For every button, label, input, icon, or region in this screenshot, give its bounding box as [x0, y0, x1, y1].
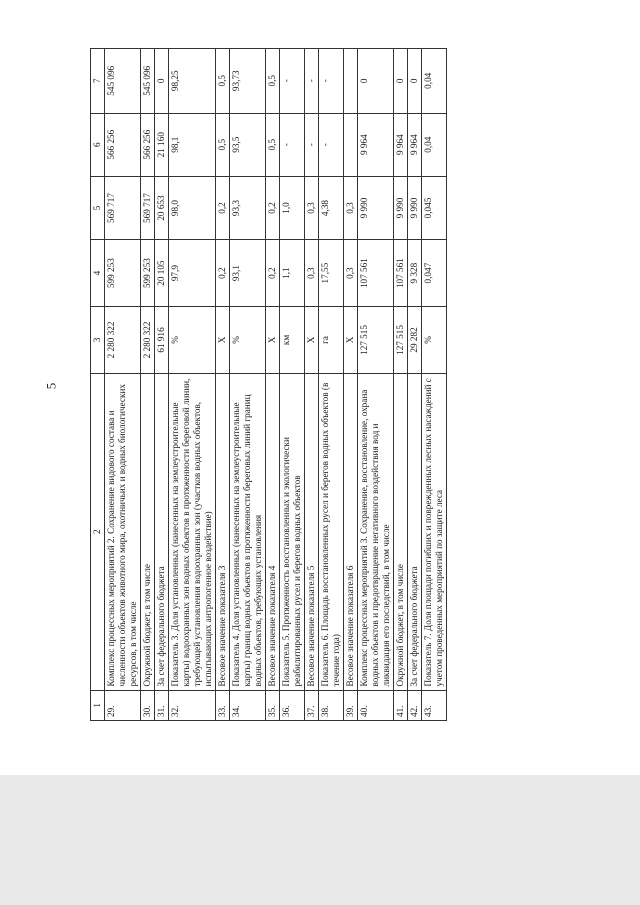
value-cell: X [216, 307, 230, 374]
value-cell: 93,1 [230, 240, 266, 307]
column-header: 2 [91, 373, 105, 690]
row-number-cell: 30. [141, 690, 155, 720]
value-cell: 20 105 [155, 240, 169, 307]
value-cell: 0,5 [266, 49, 280, 114]
value-cell: 98,1 [169, 113, 216, 176]
column-header: 3 [91, 307, 105, 374]
row-number-cell: 31. [155, 690, 169, 720]
value-cell: % [422, 307, 447, 374]
value-cell: 0,2 [266, 176, 280, 239]
row-number-cell: 32. [169, 690, 216, 720]
value-cell: 9 964 [394, 113, 408, 176]
row-label-cell: Показатель 7. Доля площади погибших и поврежденных лесных насаждений с учетом проведенных мероприятий по защите леса [422, 373, 447, 690]
table-row [230, 49, 266, 721]
value-cell: 93,73 [230, 49, 266, 114]
value-cell: 20 653 [155, 176, 169, 239]
table-row [344, 49, 358, 721]
value-cell: 0,04 [422, 113, 447, 176]
value-cell: 9 328 [408, 240, 422, 307]
row-number-cell: 43. [422, 690, 447, 720]
column-header: 1 [91, 690, 105, 720]
value-cell: 566 256 [141, 113, 155, 176]
value-cell: 0,2 [266, 240, 280, 307]
row-number-cell: 41. [394, 690, 408, 720]
value-cell: 0,5 [266, 113, 280, 176]
value-cell: 0,04 [422, 49, 447, 114]
value-cell: 545 096 [141, 49, 155, 114]
row-label-cell: Весовое значение показателя 4 [266, 373, 280, 690]
table-row [358, 49, 394, 721]
value-cell: 0 [155, 49, 169, 114]
value-cell: 98,25 [169, 49, 216, 114]
value-cell: X [344, 307, 358, 374]
page-number: 5 [43, 382, 59, 390]
column-header: 5 [91, 176, 105, 239]
row-label-cell: Весовое значение показателя 5 [305, 373, 319, 690]
row-number-cell: 38. [319, 690, 344, 720]
table-row [216, 49, 230, 721]
value-cell: - [305, 113, 319, 176]
value-cell: 0,3 [305, 240, 319, 307]
value-cell: 0,045 [422, 176, 447, 239]
value-cell: 0,2 [216, 240, 230, 307]
table-row [319, 49, 344, 721]
value-cell: 0,3 [305, 176, 319, 239]
value-cell: 0,047 [422, 240, 447, 307]
row-number-cell: 37. [305, 690, 319, 720]
row-label-cell: Комплекс процессных мероприятий 3. Сохранение, восстановление, охрана водных объектов и предотвращение негативного воздействия вод и ликвидация его последствий, в том числе [358, 373, 394, 690]
value-cell [344, 113, 358, 176]
value-cell: 0 [358, 49, 394, 114]
value-cell: км [280, 307, 305, 374]
value-cell: 9 964 [408, 113, 422, 176]
header-row [91, 49, 105, 721]
value-cell: 21 160 [155, 113, 169, 176]
column-header: 4 [91, 240, 105, 307]
rotated-table-container [90, 48, 565, 721]
table-row [408, 49, 422, 721]
value-cell: 127 515 [358, 307, 394, 374]
value-cell: 0,5 [216, 49, 230, 114]
value-cell: % [230, 307, 266, 374]
value-cell: 9 964 [358, 113, 394, 176]
value-cell: 1,0 [280, 176, 305, 239]
row-label-cell: Весовое значение показателя 3 [216, 373, 230, 690]
value-cell: 9 990 [394, 176, 408, 239]
row-label-cell: Показатель 5. Протяженность восстановленных и экологически реабилитированных русел и берегов водных объектов [280, 373, 305, 690]
row-label-cell: Окружной бюджет, в том числе [141, 373, 155, 690]
row-label-cell: Окружной бюджет, в том числе [394, 373, 408, 690]
value-cell: 569 717 [141, 176, 155, 239]
table-row [394, 49, 408, 721]
value-cell: 4,38 [319, 176, 344, 239]
value-cell: 0,3 [344, 176, 358, 239]
row-number-cell: 35. [266, 690, 280, 720]
table-row [105, 49, 141, 721]
value-cell: - [305, 49, 319, 114]
value-cell: - [280, 113, 305, 176]
value-cell: - [319, 49, 344, 114]
value-cell: 0 [394, 49, 408, 114]
value-cell: 0,2 [216, 176, 230, 239]
value-cell: 9 990 [358, 176, 394, 239]
value-cell: 97,9 [169, 240, 216, 307]
row-label-cell: Показатель 6. Площадь восстановленных русел и берегов водных объектов (в течение года) [319, 373, 344, 690]
value-cell: 1,1 [280, 240, 305, 307]
row-label-cell: Показатель 4. Доля установленных (нанесенных на землеустроительные карты) границ водных объектов в протяженности береговых линий границ водных объектов, требующих установления [230, 373, 266, 690]
value-cell: X [266, 307, 280, 374]
value-cell: 0,5 [216, 113, 230, 176]
value-cell: 599 253 [141, 240, 155, 307]
row-number-cell: 33. [216, 690, 230, 720]
value-cell: 127 515 [394, 307, 408, 374]
value-cell: 545 096 [105, 49, 141, 114]
column-header: 6 [91, 113, 105, 176]
value-cell: 93,3 [230, 176, 266, 239]
value-cell: - [280, 49, 305, 114]
row-number-cell: 29. [105, 690, 141, 720]
row-label-cell: Показатель 3. Доля установленных (нанесенных на землеустроительные карты) водоохранных зон водных объектов в протяженности береговой линии, требующей установления водоохранных зон (участков водных объектов, испытывающих антропогенное воздействие) [169, 373, 216, 690]
value-cell: 599 253 [105, 240, 141, 307]
value-cell: 98,0 [169, 176, 216, 239]
row-number-cell: 34. [230, 690, 266, 720]
value-cell: 566 256 [105, 113, 141, 176]
column-header: 7 [91, 49, 105, 114]
row-label-cell: Комплекс процессных мероприятий 2. Сохранение видового состава и численности объектов животного мира, охотничьих и водных биологических ресурсов, в том числе [105, 373, 141, 690]
row-number-cell: 39. [344, 690, 358, 720]
value-cell: 17,55 [319, 240, 344, 307]
table-row [169, 49, 216, 721]
value-cell: 61 916 [155, 307, 169, 374]
value-cell: - [319, 113, 344, 176]
value-cell: 107 561 [394, 240, 408, 307]
row-label-cell: За счет федерального бюджета [155, 373, 169, 690]
value-cell: 29 282 [408, 307, 422, 374]
row-number-cell: 40. [358, 690, 394, 720]
row-label-cell: За счет федерального бюджета [408, 373, 422, 690]
data-table [90, 48, 447, 721]
value-cell: 9 990 [408, 176, 422, 239]
table-row [422, 49, 447, 721]
value-cell: % [169, 307, 216, 374]
table-row [305, 49, 319, 721]
table-row [280, 49, 305, 721]
value-cell: 107 561 [358, 240, 394, 307]
row-label-cell: Весовое значение показателя 6 [344, 373, 358, 690]
table-row [266, 49, 280, 721]
value-cell: га [319, 307, 344, 374]
table-row [141, 49, 155, 721]
value-cell: 569 717 [105, 176, 141, 239]
value-cell: 93,5 [230, 113, 266, 176]
value-cell: 2 280 322 [141, 307, 155, 374]
row-number-cell: 36. [280, 690, 305, 720]
row-number-cell: 42. [408, 690, 422, 720]
value-cell [344, 49, 358, 114]
value-cell: 0 [408, 49, 422, 114]
value-cell: 0,3 [344, 240, 358, 307]
value-cell: 2 280 322 [105, 307, 141, 374]
value-cell: X [305, 307, 319, 374]
table-row [155, 49, 169, 721]
